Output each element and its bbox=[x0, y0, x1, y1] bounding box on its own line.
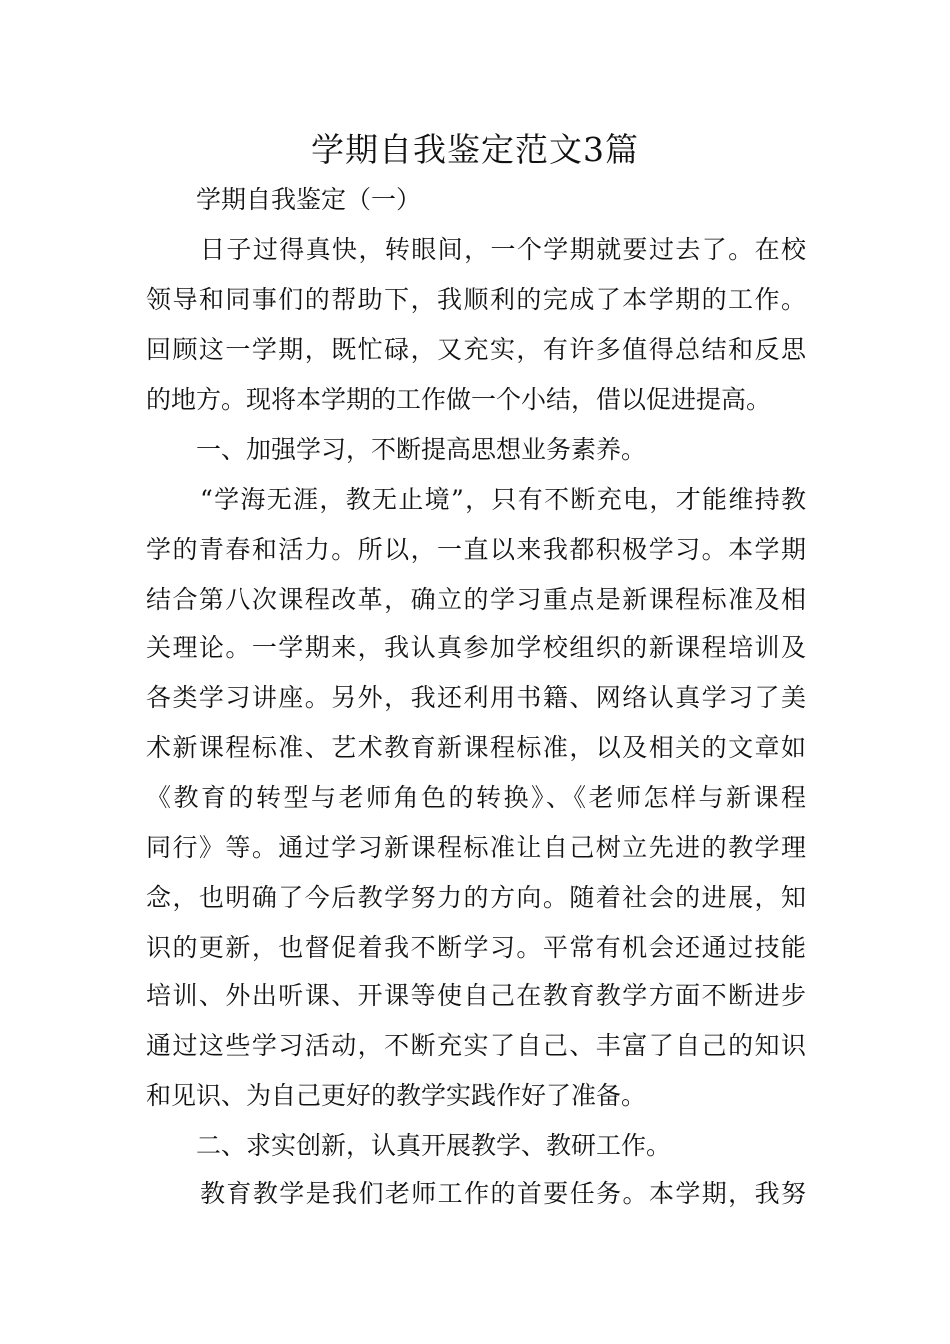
paragraph-line: “学海无涯，教无止境”，只有不断充电，才能维持教 bbox=[200, 485, 806, 514]
paragraph-line: 领导和同事们的帮助下，我顺利的完成了本学期的工作。 bbox=[146, 285, 806, 314]
paragraph-line: 《教育的转型与老师角色的转换》、《老师怎样与新课程 bbox=[146, 783, 806, 812]
paragraph-line: 关理论。一学期来，我认真参加学校组织的新课程培训及 bbox=[146, 633, 806, 662]
paragraph-line: 和见识、为自己更好的教学实践作好了准备。 bbox=[146, 1081, 647, 1110]
paragraph-line: 日子过得真快，转眼间，一个学期就要过去了。在校 bbox=[200, 235, 806, 264]
paragraph-line: 结合第八次课程改革，确立的学习重点是新课程标准及相 bbox=[146, 585, 806, 614]
paragraph-line: 同行》等。通过学习新课程标准让自己树立先进的教学理 bbox=[146, 833, 806, 862]
paragraph-line: 术新课程标准、艺术教育新课程标准，以及相关的文章如 bbox=[146, 733, 806, 762]
paragraph-line: 培训、外出听课、开课等使自己在教育教学方面不断进步 bbox=[146, 981, 806, 1010]
document-title: 学期自我鉴定范文3篇 bbox=[311, 130, 639, 169]
section-subtitle: 学期自我鉴定（一） bbox=[196, 185, 422, 214]
paragraph-line: 各类学习讲座。另外，我还利用书籍、网络认真学习了美 bbox=[146, 683, 806, 712]
paragraph-line: 教育教学是我们老师工作的首要任务。本学期，我努 bbox=[200, 1179, 806, 1208]
paragraph-line: 通过这些学习活动，不断充实了自己、丰富了自己的知识 bbox=[146, 1031, 806, 1060]
paragraph-line: 念，也明确了今后教学努力的方向。随着社会的进展，知 bbox=[146, 883, 806, 912]
paragraph-line: 识的更新，也督促着我不断学习。平常有机会还通过技能 bbox=[146, 933, 806, 962]
paragraph-line: 学的青春和活力。所以，一直以来我都积极学习。本学期 bbox=[146, 535, 806, 564]
paragraph-line: 回顾这一学期，既忙碌，又充实，有许多值得总结和反思 bbox=[146, 335, 806, 364]
section-heading: 二、求实创新，认真开展教学、教研工作。 bbox=[196, 1131, 672, 1160]
section-heading: 一、加强学习，不断提高思想业务素养。 bbox=[196, 435, 647, 464]
paragraph-line: 的地方。现将本学期的工作做一个小结，借以促进提高。 bbox=[146, 385, 772, 414]
